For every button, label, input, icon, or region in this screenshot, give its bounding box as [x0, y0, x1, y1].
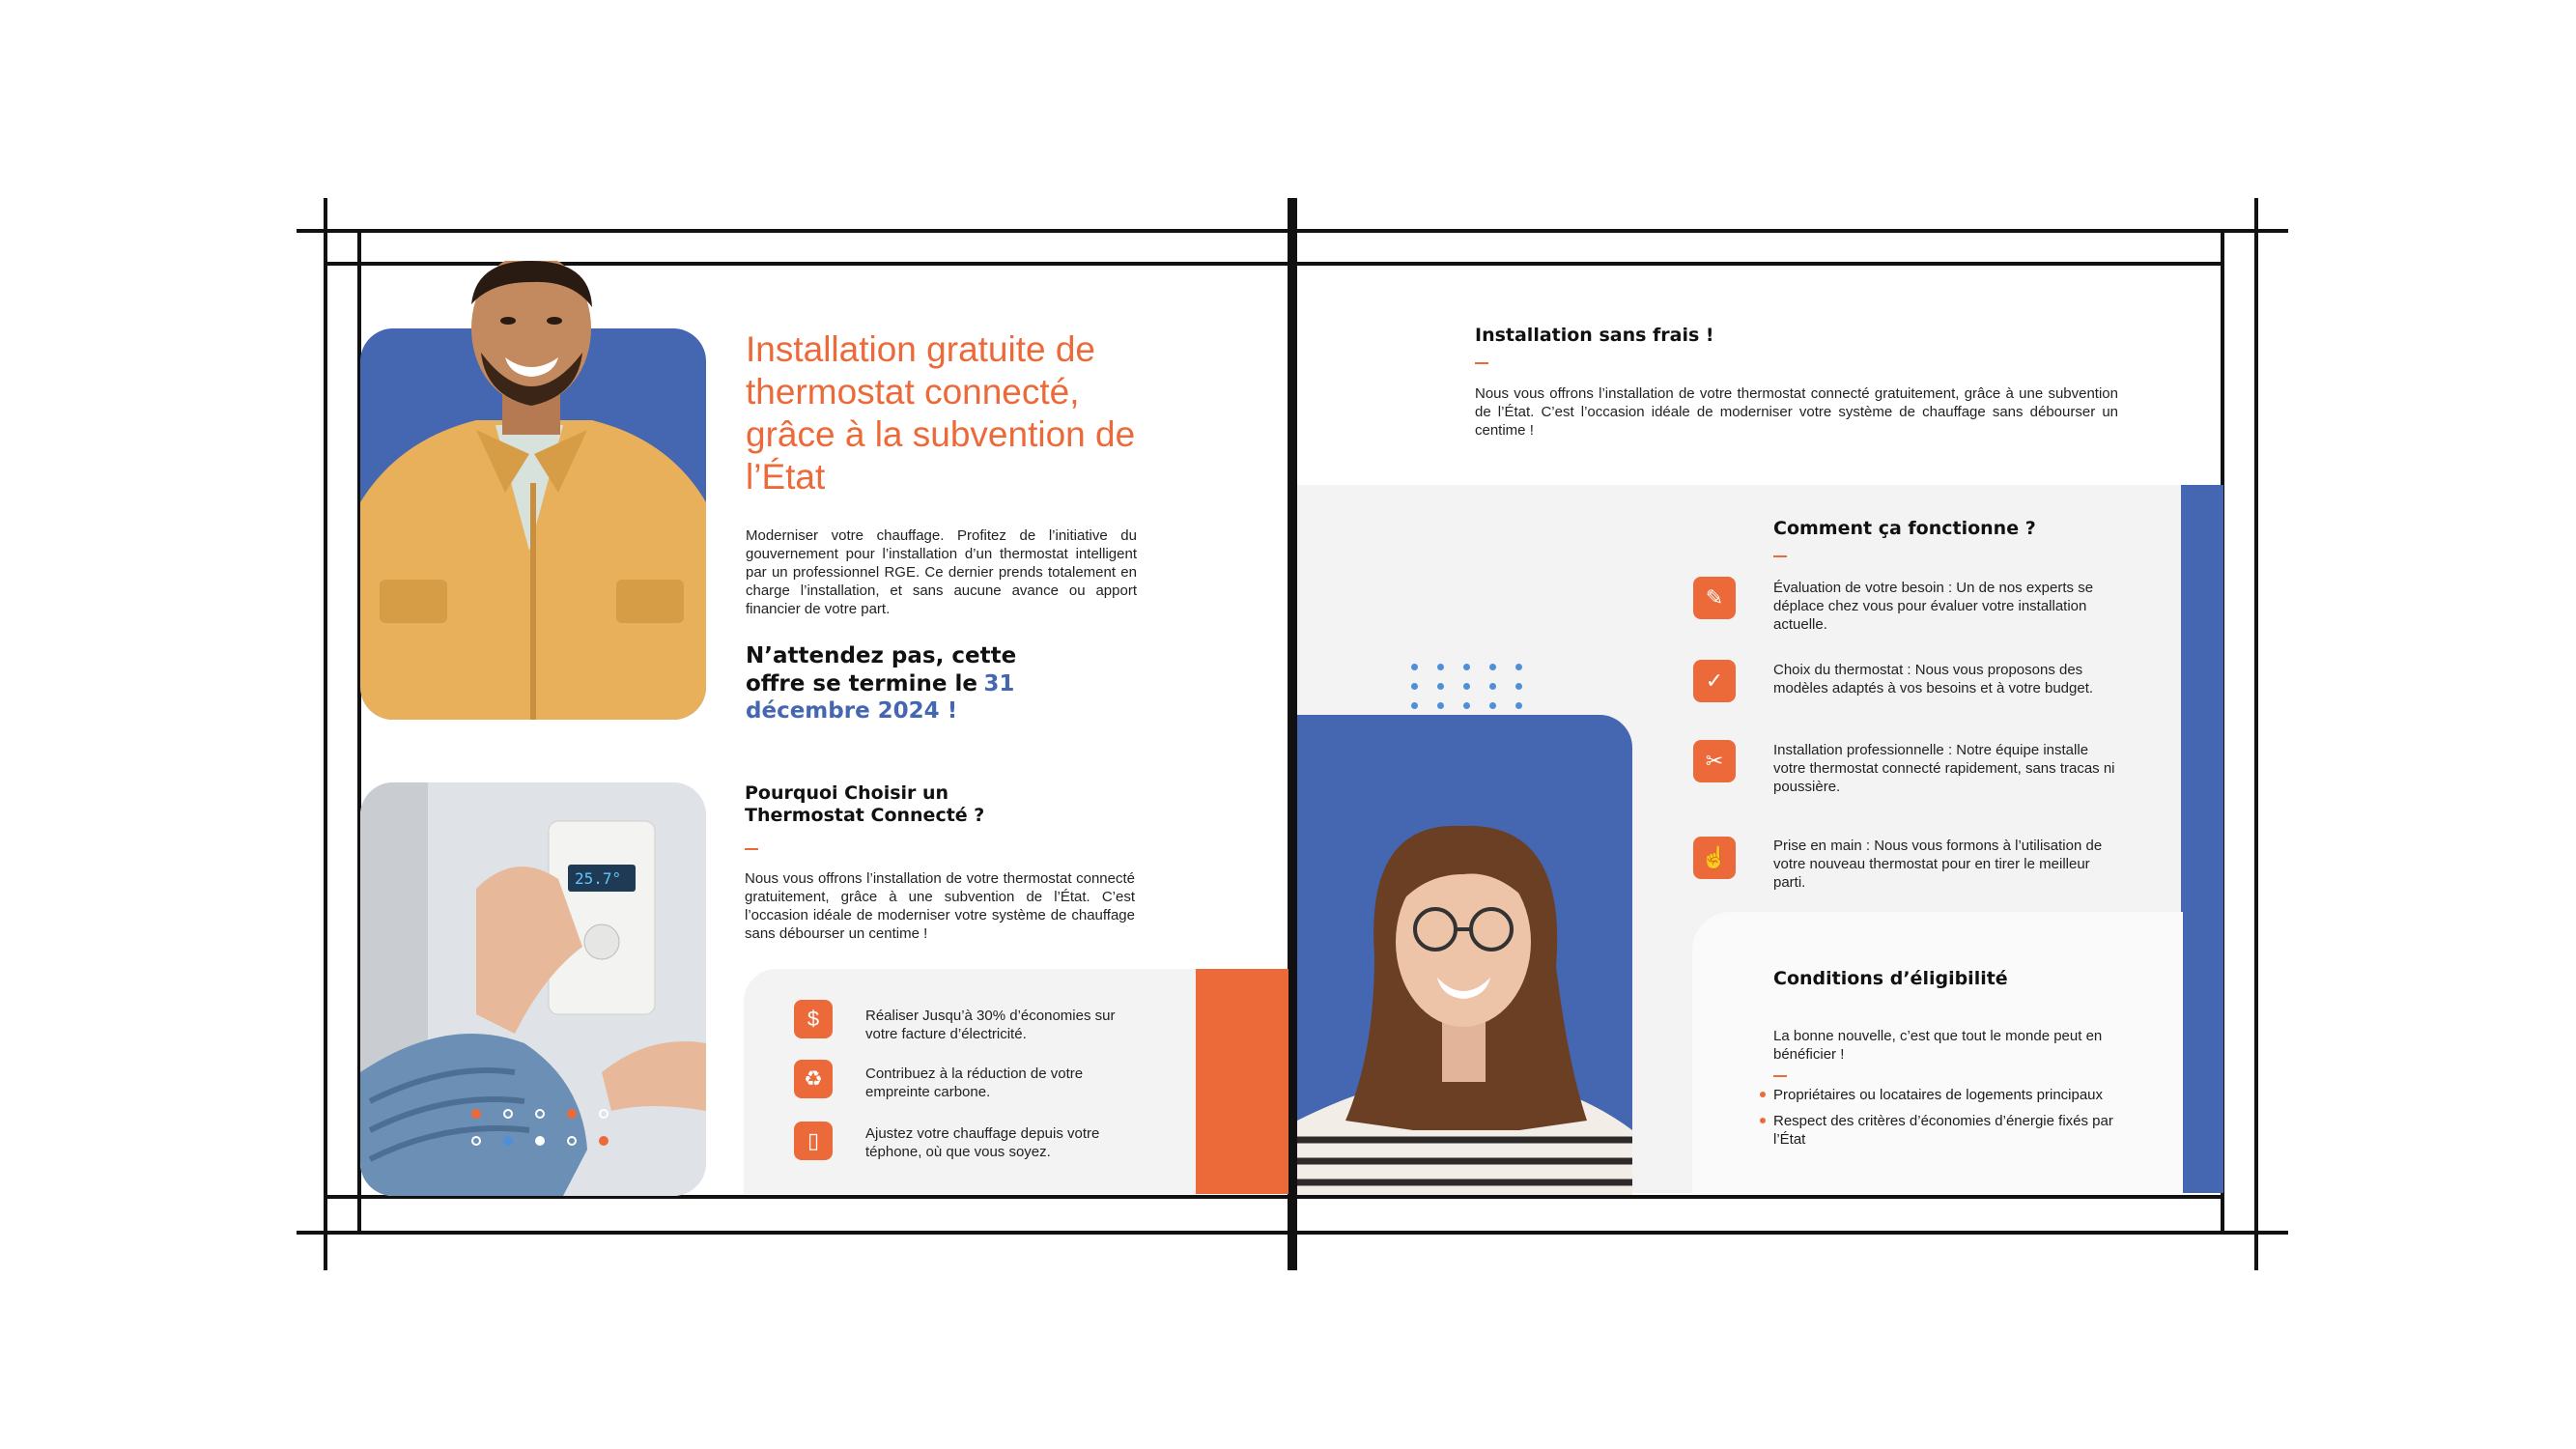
- step-choice: Choix du thermostat : Nous vous proposons des modèles adaptés à vos besoins et à votre budget.: [1773, 662, 2094, 696]
- eligibility-list: [1760, 1086, 2127, 1149]
- check-circle-icon: ✓: [1693, 660, 1736, 702]
- list-item: [1760, 1112, 2127, 1149]
- thermostat-illustration: [360, 782, 706, 1196]
- eligibility-title: Conditions d’éligibilité: [1773, 968, 2008, 989]
- cta-date-day: 31: [983, 671, 1015, 696]
- how-title: Comment ça fonctionne ?: [1773, 518, 2036, 539]
- right-blue-strip: [2181, 485, 2223, 1193]
- pattern-dot: [503, 1109, 513, 1119]
- free-install-title: Installation sans frais !: [1475, 325, 1714, 346]
- smiling-man-photo: [360, 261, 706, 720]
- pattern-dot: [535, 1109, 545, 1119]
- guide-line-left-outer: [324, 198, 327, 1270]
- benefit-phone: Ajustez votre chauffage depuis votre téphone, où que vous soyez.: [865, 1125, 1100, 1160]
- offer-deadline-cta: [746, 642, 1132, 724]
- why-title: [745, 782, 984, 827]
- hand-pointer-icon: ☝: [1693, 837, 1736, 879]
- section-dash: [1773, 555, 1787, 557]
- orange-accent-block: [1196, 969, 1288, 1194]
- cta-date-rest: décembre 2024 !: [746, 698, 958, 724]
- phone-icon: ▯: [794, 1122, 833, 1160]
- list-item: [1760, 1086, 2127, 1104]
- bullet-dot: [1760, 1118, 1766, 1123]
- tools-icon: ✂: [1693, 740, 1736, 782]
- smiling-woman-photo: [1297, 715, 1632, 1195]
- pattern-dot: [503, 1136, 513, 1146]
- pattern-dot: [471, 1136, 481, 1146]
- section-dash: [1475, 362, 1488, 364]
- guide-line-right-outer: [2254, 198, 2258, 1270]
- eligibility-intro: La bonne nouvelle, c’est que tout le monde peut en bénéficier !: [1773, 1028, 2103, 1063]
- pattern-dot: [535, 1136, 545, 1146]
- step-installation: Installation professionnelle : Notre équipe installe votre thermostat connecté rapidement, sans tracas ni poussière.: [1773, 742, 2115, 795]
- why-title-line-1: Pourquoi Choisir un: [745, 782, 949, 804]
- benefit-savings: Réaliser Jusqu’à 30% d’économies sur votre facture d’électricité.: [865, 1008, 1116, 1042]
- why-title-line-2: Thermostat Connecté ?: [745, 805, 985, 826]
- eligibility-item-2: Respect des critères d’économies d’énergie fixés par l’État: [1773, 1113, 2113, 1148]
- man-illustration: [360, 261, 706, 720]
- guide-line-spine: [1288, 198, 1297, 1270]
- pattern-dot: [471, 1109, 481, 1119]
- step-handover: Prise en main : Nous vous formons à l’utilisation de votre nouveau thermostat pour en tirer le meilleur parti.: [1773, 838, 2103, 891]
- why-paragraph: Nous vous offrons l’installation de votre thermostat connecté gratuitement, grâce à une subvention de l’État. C’est l’occasion idéale de moderniser votre système de chauffage sans débourser un centime !: [745, 870, 1135, 942]
- intro-paragraph: Moderniser votre chauffage. Profitez de l’initiative du gouvernement pour l’installation d’un thermostat intelligent par un professionnel RGE. Ce dernier prends totalement en charge l’installation, et sans aucune avance ou apport financier de votre part.: [746, 527, 1137, 617]
- cta-line-2: offre se termine le: [746, 671, 977, 696]
- clipboard-icon: ✎: [1693, 577, 1736, 619]
- pattern-dot: [599, 1109, 609, 1119]
- piggy-bank-icon: $: [794, 1000, 833, 1038]
- thermostat-hand-photo: [360, 782, 706, 1196]
- step-evaluation: Évaluation de votre besoin : Un de nos experts se déplace chez vous pour évaluer votre installation actuelle.: [1773, 580, 2094, 633]
- eligibility-item-1: Propriétaires ou locataires de logements principaux: [1773, 1087, 2104, 1103]
- woman-illustration: [1297, 715, 1632, 1195]
- main-title: Installation gratuite de thermostat connecté, grâce à la subvention de l’État: [746, 329, 1136, 497]
- benefit-carbon: Contribuez à la réduction de votre empreinte carbone.: [865, 1065, 1084, 1100]
- bullet-dot: [1760, 1092, 1766, 1097]
- pattern-dot: [567, 1109, 577, 1119]
- recycle-icon: ♻: [794, 1060, 833, 1098]
- pattern-dot: [599, 1136, 609, 1146]
- pattern-dot: [567, 1136, 577, 1146]
- cta-line-1: N’attendez pas, cette: [746, 643, 1017, 668]
- svg-text:25.7°: 25.7°: [575, 869, 622, 888]
- section-dash: [1773, 1075, 1787, 1077]
- free-install-paragraph: Nous vous offrons l’installation de votre thermostat connecté gratuitement, grâce à une subvention de l’État. C’est l’occasion idéale de moderniser votre système de chauffage sans débourser un centime !: [1475, 385, 2118, 439]
- section-dash: [745, 848, 758, 850]
